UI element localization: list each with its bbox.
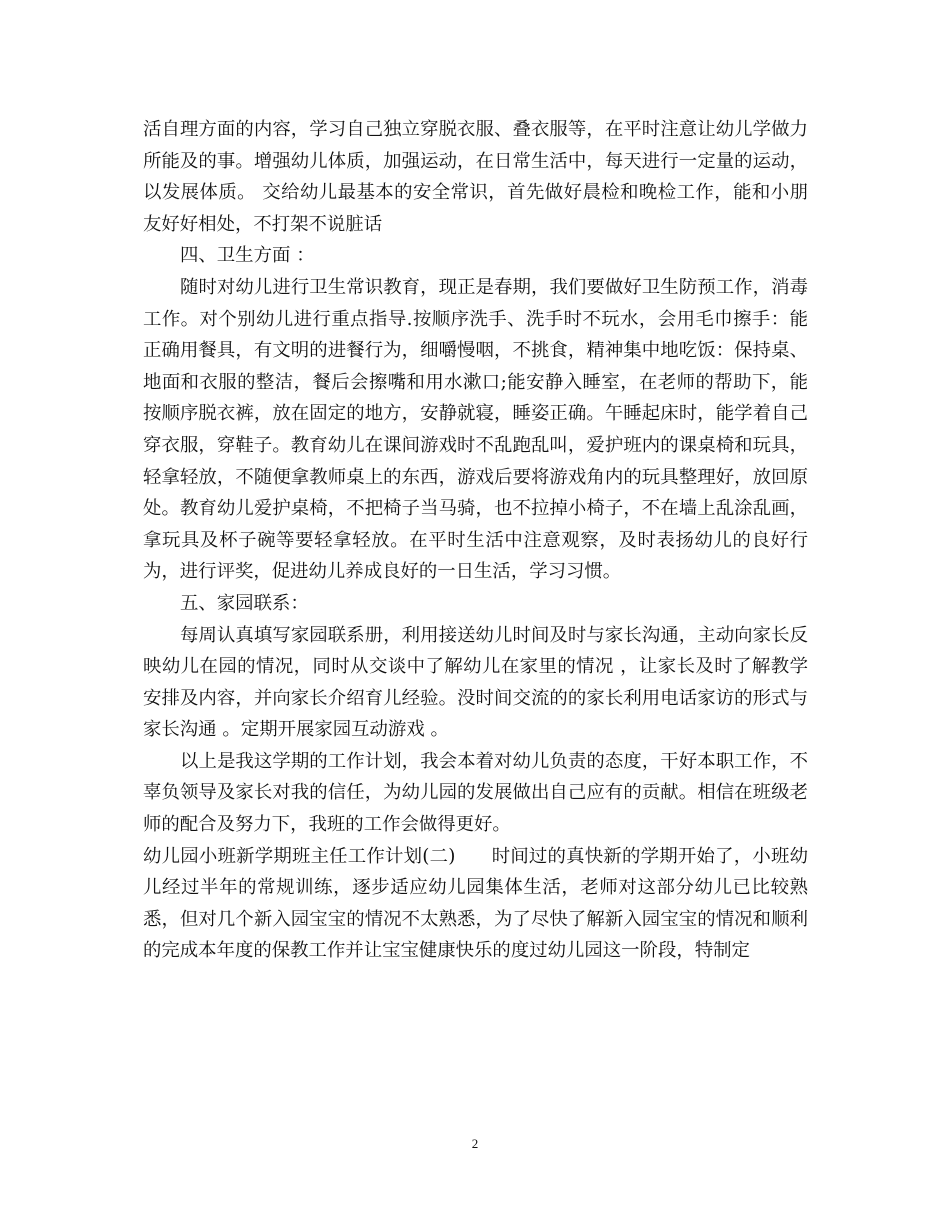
paragraph-conclusion: 以上是我这学期的工作计划，我会本着对幼儿负责的态度，干好本职工作，不辜负领导及家长对我的信任，为幼儿园的发展做出自己应有的贡献。相信在班级老师的配合及努力下，我班的工作会做得更好。 [143,750,808,836]
paragraph-home-school: 每周认真填写家园联系册，利用接送幼儿时间及时与家长沟通，主动向家长反映幼儿在园的情况，同时从交谈中了解幼儿在家里的情况 ，让家长及时了解教学安排及内容，并向家长介绍育儿经验。没时间交流的的家长利用电话家访的形式与家长沟通 。定期开展家园互动游戏 。 [143,624,808,741]
document-body [143,114,808,967]
section-heading-home-school: 五、家园联系： [180,592,309,614]
plan-two-heading: 幼儿园小班新学期班主任工作计划(二) [143,845,456,867]
section-heading-hygiene: 四、卫生方面 ： [180,245,315,267]
plan-two-text: 时间过的真快新的学期开始了，小班幼儿经过半年的常规训练，逐步适应幼儿园集体生活，老师对这部分幼儿已比较熟悉，但对几个新入园宝宝的情况不太熟悉，为了尽快了解新入园宝宝的情况和顺利的完成本年度的保教工作并让宝宝健康快乐的度过幼儿园这一阶段，特制定 [143,845,808,962]
paragraph-plan-two [143,841,808,967]
paragraph-hygiene: 随时对幼儿进行卫生常识教育，现正是春期，我们要做好卫生防预工作，消毒工作。对个别幼儿进行重点指导.按顺序洗手、洗手时不玩水，会用毛巾擦手：能正确用餐具，有文明的进餐行为，细嚼慢咽，不挑食，精神集中地吃饭：保持桌、地面和衣服的整洁，餐后会擦嘴和用水漱口;能安静入睡室，在老师的帮助下，能按顺序脱衣裤，放在固定的地方，安静就寝，睡姿正确。午睡起床时，能学着自己穿衣服，穿鞋子。教育幼儿在课间游戏时不乱跑乱叫，爱护班内的课桌椅和玩具，轻拿轻放，不随便拿教师桌上的东西，游戏后要将游戏角内的玩具整理好，放回原处。教育幼儿爱护桌椅，不把椅子当马骑，也不拉掉小椅子，不在墙上乱涂乱画，拿玩具及杯子碗等要轻拿轻放。在平时生活中注意观察，及时表扬幼儿的良好行为，进行评奖，促进幼儿养成良好的一日生活，学习习惯。 [143,276,808,583]
page-number: 2 [471,1136,479,1151]
paragraph-self-care: 活自理方面的内容，学习自己独立穿脱衣服、叠衣服等，在平时注意让幼儿学做力所能及的事。增强幼儿体质，加强运动，在日常生活中，每天进行一定量的运动，以发展体质。 交给幼儿最基本的安全常识，首先做好晨检和晚检工作，能和小朋友好好相处，不打架不说脏话 [143,119,808,235]
